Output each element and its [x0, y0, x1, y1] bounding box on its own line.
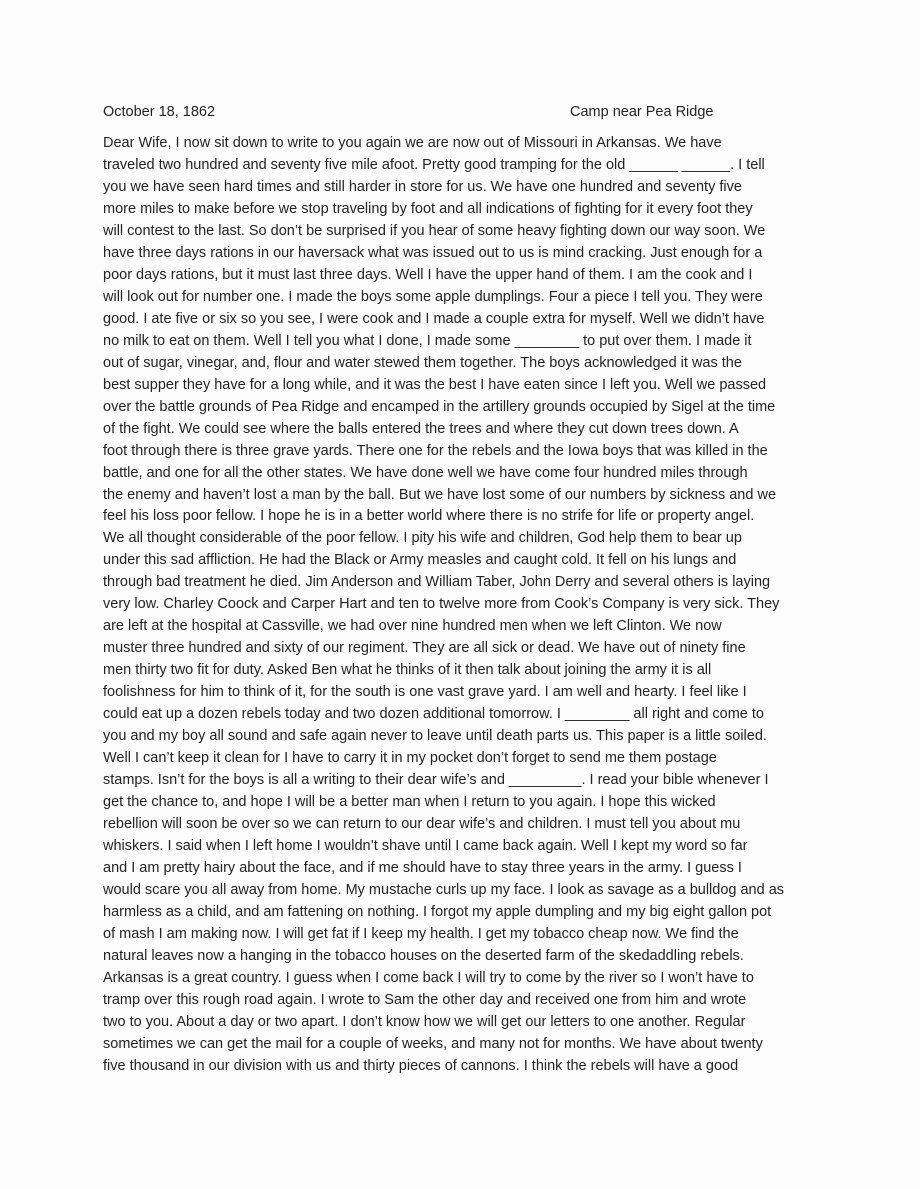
letter-line: tramp over this rough road again. I wrote to Sam the other day and received one from him and wrote	[103, 991, 747, 1008]
letter-line: will contest to the last. So don’t be surprised if you hear of some heavy fighting down our way soon. We	[103, 222, 766, 239]
letter-line: over the battle grounds of Pea Ridge and encamped in the artillery grounds occupied by Sigel at the time	[103, 398, 776, 415]
letter-line: muster three hundred and sixty of our regiment. They are all sick or dead. We have out of ninety fine	[103, 640, 746, 657]
letter-line: no milk to eat on them. Well I tell you what I done, I made some ________ to put over them. I made it	[103, 332, 752, 349]
letter-line: whiskers. I said when I left home I wouldn’t shave until I came back again. Well I kept my word so far	[103, 838, 748, 854]
letter-body	[103, 133, 828, 1078]
letter-line: Well I can’t keep it clean for I have to carry it in my pocket don’t forget to send me them postage	[103, 750, 717, 767]
letter-line: battle, and one for all the other states. We have done well we have come four hundred miles through	[103, 464, 748, 481]
letter-line: traveled two hundred and seventy five mile afoot. Pretty good tramping for the old ______ ______. I tell	[103, 156, 765, 173]
letter-line: you and my boy all sound and safe again never to leave until death parts us. This paper is a little soiled.	[103, 728, 767, 745]
letter-line: the enemy and haven’t lost a man by the ball. But we have lost some of our numbers by sickness and we	[103, 486, 777, 503]
letter-line: good. I ate five or six so you see, I were cook and I made a couple extra for myself. Well we didn’t have	[103, 310, 765, 327]
letter-line: and I am pretty hairy about the face, and if me should have to stay three years in the army. I guess I	[103, 859, 742, 876]
letter-line: get the chance to, and hope I will be a better man when I return to you again. I hope this wicked	[103, 794, 716, 811]
letter-line: are left at the hospital at Cassville, we had over nine hundred men when we left Clinton. We now	[103, 618, 722, 635]
letter-line: very low. Charley Coock and Carper Hart and ten to twelve more from Cook’s Company is very sick. They	[103, 596, 780, 613]
letter-line: natural leaves now a hanging in the tobacco houses on the deserted farm of the skedaddling rebels.	[103, 947, 744, 964]
letter-line: best supper they have for a long while, and it was the best I have eaten since I left you. Well we passed	[103, 376, 767, 393]
letter-line: out of sugar, vinegar, and, flour and water stewed them together. The boys acknowledged it was the	[103, 354, 742, 371]
letter-line: rebellion will soon be over so we can return to our dear wife’s and children. I must tell you about mu	[103, 816, 741, 833]
letter-line: will look out for number one. I made the boys some apple dumplings. Four a piece I tell you. They were	[103, 288, 763, 305]
letter-line: foolishness for him to think of it, for the south is one vast grave yard. I am well and hearty. I feel like I	[103, 684, 747, 701]
letter-line: could eat up a dozen rebels today and two dozen additional tomorrow. I ________ all right and come to	[103, 706, 764, 723]
letter-line: stamps. Isn’t for the boys is all a writing to their dear wife’s and _________. I read your bible whenever I	[103, 772, 769, 789]
letter-line: poor days rations, but it must last three days. Well I have the upper hand of them. I am the cook and I	[103, 266, 753, 283]
letter-location: Camp near Pea Ridge	[570, 104, 714, 120]
letter-line: men thirty two fit for duty. Asked Ben what he thinks of it then talk about joining the army it is all	[103, 662, 712, 679]
letter-line: Dear Wife, I now sit down to write to you again we are now out of Missouri in Arkansas. We have	[103, 135, 722, 151]
letter-line: We all thought considerable of the poor fellow. I pity his wife and children, God help them to bear up	[103, 530, 742, 547]
letter-date: October 18, 1862	[103, 104, 216, 120]
letter-line: of the fight. We could see where the balls entered the trees and where they cut down trees down. A	[103, 420, 739, 437]
letter-line: harmless as a child, and am fattening on nothing. I forgot my apple dumpling and my big eight gallon pot	[103, 903, 772, 920]
letter-line: through bad treatment he died. Jim Anderson and William Taber, John Derry and several others is laying	[103, 574, 771, 591]
letter-line: sometimes we can get the mail for a couple of weeks, and many not for months. We have about twenty	[103, 1035, 763, 1052]
letter-line: have three days rations in our haversack what was issued out to us is mind cracking. Just enough for a	[103, 244, 763, 261]
letter-line: Arkansas is a great country. I guess when I come back I will try to come by the river so I won’t have to	[103, 969, 754, 986]
letter-line: foot through there is three grave yards. There one for the rebels and the Iowa boys that was killed in the	[103, 442, 768, 459]
letter-line: of mash I am making now. I will get fat if I keep my health. I get my tobacco cheap now. We find the	[103, 925, 739, 942]
letter-line: would scare you all away from home. My mustache curls up my face. I look as savage as a bulldog and as	[103, 881, 785, 898]
letter-line: you we have seen hard times and still harder in store for us. We have one hundred and seventy five	[103, 178, 742, 195]
letter-line: two to you. About a day or two apart. I don’t know how we will get our letters to one another. Regular	[103, 1013, 746, 1030]
letter-line: more miles to make before we stop traveling by foot and all indications of fighting for it every foot they	[103, 200, 753, 217]
letter-line: under this sad affliction. He had the Black or Army measles and caught cold. It fell on his lungs and	[103, 552, 737, 569]
letter-line: feel his loss poor fellow. I hope he is in a better world where there is no strife for life or property angel.	[103, 508, 755, 525]
letter-line: five thousand in our division with us and thirty pieces of cannons. I think the rebels will have a good	[103, 1057, 739, 1074]
